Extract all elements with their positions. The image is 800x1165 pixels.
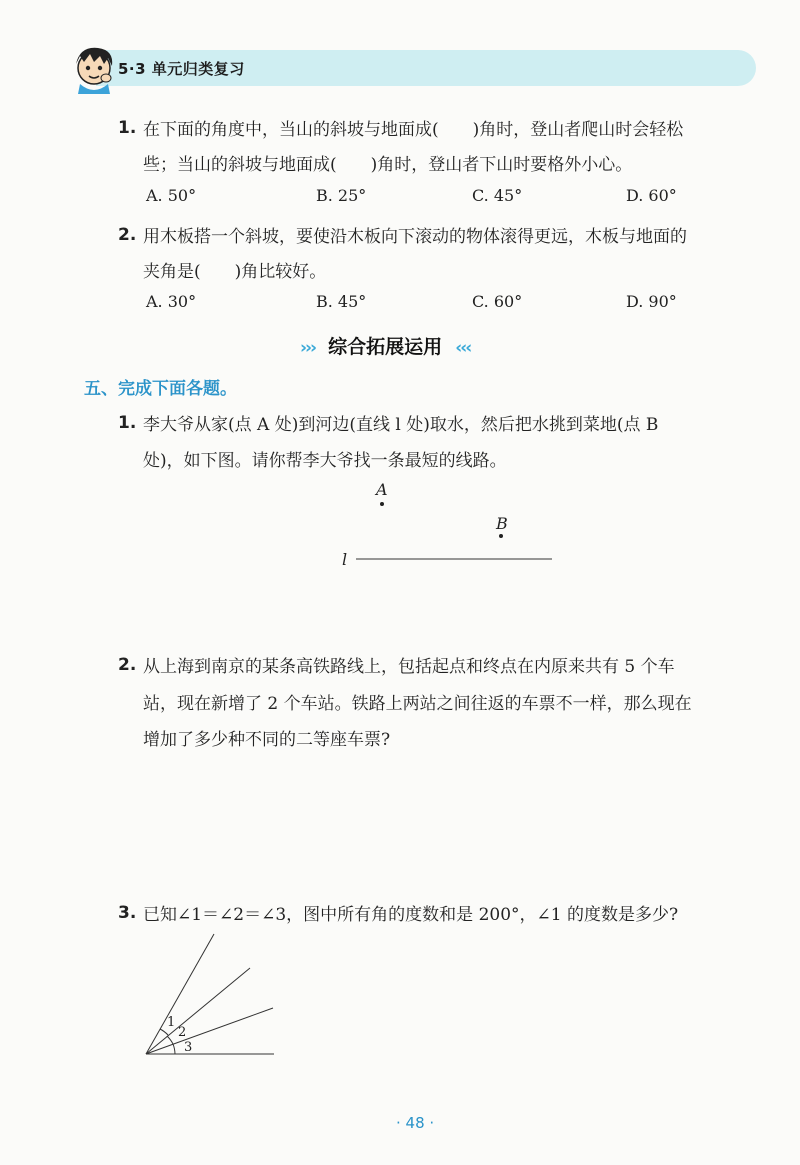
- page-number: · 48 ·: [396, 1114, 435, 1132]
- question-text: 在下面的角度中，当山的斜坡与地面成( )角时，登山者爬山时会轻松: [143, 120, 684, 140]
- section-title: 综合拓展运用: [328, 336, 443, 358]
- point-a: [380, 502, 384, 506]
- section-heading: [300, 332, 470, 359]
- option-d: D. 60°: [626, 186, 677, 205]
- question-text: 站，现在新增了 2 个车站。铁路上两站之间往返的车票不一样，那么现在: [143, 694, 692, 714]
- option-a: A. 30°: [146, 292, 197, 311]
- label-b: B: [496, 514, 508, 533]
- option-a: A. 50°: [146, 186, 197, 205]
- point-b: [499, 534, 503, 538]
- option-b: B. 25°: [316, 186, 367, 205]
- arrows-right-icon: ›››: [300, 338, 316, 358]
- angle-label-2: 2: [178, 1025, 187, 1040]
- question-text: 夹角是( )角比较好。: [143, 262, 327, 282]
- option-c: C. 60°: [472, 292, 523, 311]
- question-number: 3.: [118, 903, 137, 923]
- label-l: l: [342, 550, 348, 569]
- question-number: 1.: [118, 413, 137, 433]
- question-text: 从上海到南京的某条高铁路线上，包括起点和终点在内原来共有 5 个车: [143, 657, 675, 677]
- header-title: 5·3 单元归类复习: [118, 60, 245, 78]
- angle-label-1: 1: [167, 1015, 176, 1030]
- arrows-left-icon: ‹‹‹: [455, 338, 471, 358]
- question-text: 已知∠1＝∠2＝∠3，图中所有角的度数和是 200°，∠1 的度数是多少?: [143, 905, 679, 925]
- angle-label-3: 3: [184, 1040, 193, 1055]
- question-number: 1.: [118, 118, 137, 138]
- ray-2: [146, 1008, 273, 1054]
- part-heading: 五、完成下面各题。: [84, 379, 237, 399]
- label-a: A: [376, 480, 388, 499]
- option-c: C. 45°: [472, 186, 523, 205]
- question-number: 2.: [118, 655, 137, 675]
- option-d: D. 90°: [626, 292, 677, 311]
- question-text: 些；当山的斜坡与地面成( )角时，登山者下山时要格外小心。: [143, 155, 633, 175]
- question-text: 处)，如下图。请你帮李大爷找一条最短的线路。: [143, 451, 507, 471]
- angle-diagram: [140, 930, 290, 1065]
- option-b: B. 45°: [316, 292, 367, 311]
- question-text: 增加了多少种不同的二等座车票?: [143, 730, 391, 750]
- question-number: 2.: [118, 225, 137, 245]
- question-text: 用木板搭一个斜坡，要使沿木板向下滚动的物体滚得更远，木板与地面的: [143, 227, 687, 247]
- cartoon-boy-icon: [70, 44, 122, 94]
- ray-3: [146, 968, 250, 1054]
- river-diagram: [330, 475, 570, 575]
- question-text: 李大爷从家(点 A 处)到河边(直线 l 处)取水，然后把水挑到菜地(点 B: [143, 415, 659, 435]
